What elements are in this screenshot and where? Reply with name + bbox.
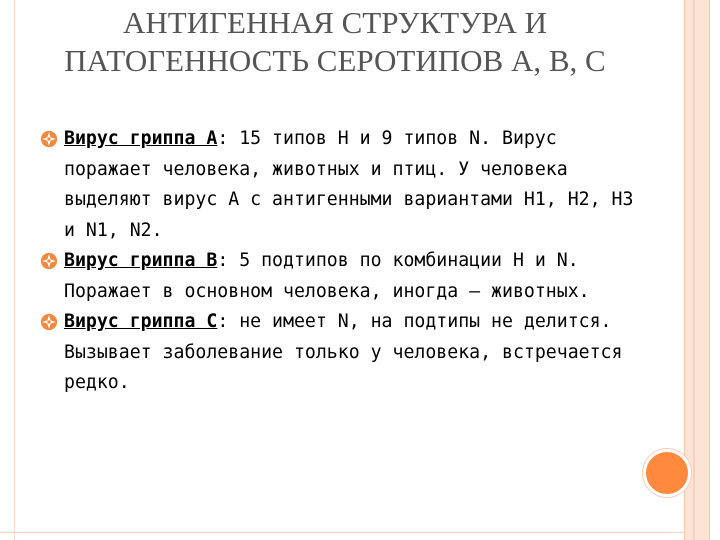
item-term: Вирус гриппа В [64,250,218,271]
list-item [40,124,640,246]
item-text: : 15 типов H и 9 типов N. Вирус поражает человека, животных и птиц. У человека выделяют вирус А с антигенными вариантами H1, H2, H3 и N1, N2. [64,128,634,241]
flower-bullet-icon [40,130,58,148]
bullet-list [40,124,640,399]
flower-bullet-icon [40,313,58,331]
list-item [40,246,640,307]
item-term: Вирус гриппа А [64,128,218,149]
bottom-border-line [0,532,684,533]
item-term: Вирус гриппа С [64,311,218,332]
item-text: : не имеет N, на подтипы не делится. Вызывает заболевание только у человека, встречается редко. [64,311,623,393]
flower-bullet-icon [40,252,58,270]
list-item [40,307,640,399]
left-border-line [14,0,15,540]
slide-title: АНТИГЕННАЯ СТРУКТУРА И ПАТОГЕННОСТЬ СЕРОТИПОВ А, В, С [64,5,606,78]
item-text: : 5 подтипов по комбинации H и N. Поражает в основном человека, иногда – животных. [64,250,590,302]
right-border-band [684,0,710,540]
right-border-inner-line [693,0,695,540]
decorative-orange-circle [643,449,691,497]
